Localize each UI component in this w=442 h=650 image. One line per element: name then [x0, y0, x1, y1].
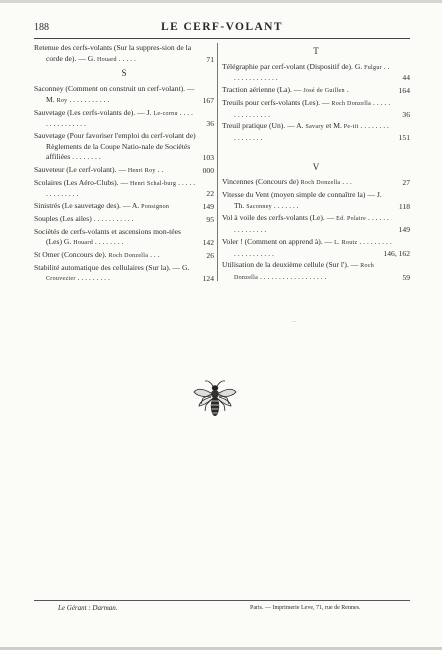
index-entry: Télégraphie par cerf-volant (Dispositif de). G. Fulgur . . . . . . . . . . . . . . 44: [222, 61, 410, 83]
entry-page: 44: [402, 73, 410, 83]
entry-page: 95: [206, 214, 214, 224]
entry-page: 22: [206, 189, 214, 199]
index-entry: Vitesse du Vent (moyen simple de connaître la) — J. Th. Saconney . . . . . . . 118: [222, 190, 410, 211]
footer-printer: Paris. — Imprimerie Leve, 71, rue de Rennes.: [250, 605, 361, 611]
index-entry: Utilisation de la deuxième cellule (Sur l'). — Roch Donzella . . . . . . . . . . . . . . . . . . 59: [222, 260, 410, 282]
index-entry: Saconney (Comment on construit un cerf-volant). — M. Roy . . . . . . . . . . . 167: [34, 84, 214, 105]
index-entry: Retenue des cerfs-volants (Sur la suppres-sion de la corde de). — G. Houard . . . . . 71: [34, 43, 214, 64]
entry-page: 36: [206, 119, 214, 129]
entry-page: 000: [202, 166, 214, 176]
entry-page: 118: [398, 201, 410, 211]
header-rule: [34, 38, 410, 39]
index-entry: Stabilité automatique des cellulaires (Sur la). — G. Crouvezier . . . . . . . . . 124: [34, 262, 214, 284]
entry-page: 124: [202, 274, 214, 284]
entry-page: 149: [202, 202, 214, 212]
footer-manager: Le Gérant : Darman.: [58, 604, 118, 612]
printer-mark: ...: [292, 318, 297, 324]
index-column-left: [34, 43, 214, 286]
entry-page: 103: [202, 153, 214, 163]
entry-page: 149: [398, 225, 410, 235]
index-entry: Vol à voile des cerfs-volants (Le). — Ed. Polaire . . . . . . . . . . . . . . . 149: [222, 213, 410, 235]
entry-page: 71: [206, 54, 214, 64]
index-entry: Sauvetage (Les cerfs-volants de). — J. Le-cornu . . . . . . . . . . . . . . . 36: [34, 107, 214, 129]
index-entry: Treuil pratique (Un). — A. Savary et M. Pe-tit . . . . . . . . . . . . . . . . 151: [222, 121, 410, 142]
index-entry: Sauveteur (Le cerf-volant). — Henri Roy . . 000: [34, 165, 214, 176]
running-title: LE CERF-VOLANT: [161, 21, 283, 33]
index-entry: Voler ! (Comment on apprend à). — L. Routz . . . . . . . . . . . . . . . . . . . . 146, 162: [222, 236, 410, 258]
index-entry: Souples (Les ailes) . . . . . . . . . . . 95: [34, 213, 214, 224]
page-number: 188: [34, 22, 49, 33]
index-entry: Sociétés de cerfs-volants et ascensions mon-tées (Les) G. Houard . . . . . . . . 142: [34, 226, 214, 248]
entry-page: 146, 162: [383, 248, 410, 258]
section-heading-s: S: [121, 68, 127, 79]
entry-page: 164: [398, 86, 410, 96]
index-entry: Scolaires (Les Aéro-Clubs). — Henri Schal-burg . . . . . . . . . . . . . . 22: [34, 177, 214, 199]
index-entry: Sinistrés (Le sauvetage des). — A. Ponsignon 149: [34, 201, 214, 212]
section-heading-t: T: [313, 46, 319, 56]
index-entry: Sauvetage (Pour favoriser l'emploi du cerf-volant de) Règlements de la Coupe Natio-nale de Sociétés affiliées . . . . . . . . 103: [34, 130, 214, 163]
index-entry: St Omer (Concours de). Roch Donzella . . . 26: [34, 249, 214, 260]
column-divider: [217, 43, 218, 281]
entry-page: 167: [202, 95, 214, 105]
index-entry: Vincennes (Concours de) Roch Donzella . . . 27: [222, 177, 410, 188]
page-edge-top: [0, 0, 442, 3]
entry-page: 142: [202, 238, 214, 248]
section-heading-v: V: [312, 161, 320, 172]
entry-page: 27: [402, 178, 410, 188]
entry-page: 26: [206, 250, 214, 260]
index-column-right: [222, 43, 410, 285]
index-entry: Treuils pour cerfs-volants (Les). — Roch Donzella . . . . . . . . . . . . . . . 36: [222, 97, 410, 119]
index-entry: Traction aérienne (La). — José de Guillen . 164: [222, 85, 410, 96]
footer-rule: [34, 600, 410, 601]
entry-page: 36: [402, 109, 410, 119]
bee-icon: [191, 378, 239, 424]
entry-page: 151: [398, 132, 410, 142]
entry-page: 59: [402, 272, 410, 282]
page-header: [34, 22, 410, 36]
